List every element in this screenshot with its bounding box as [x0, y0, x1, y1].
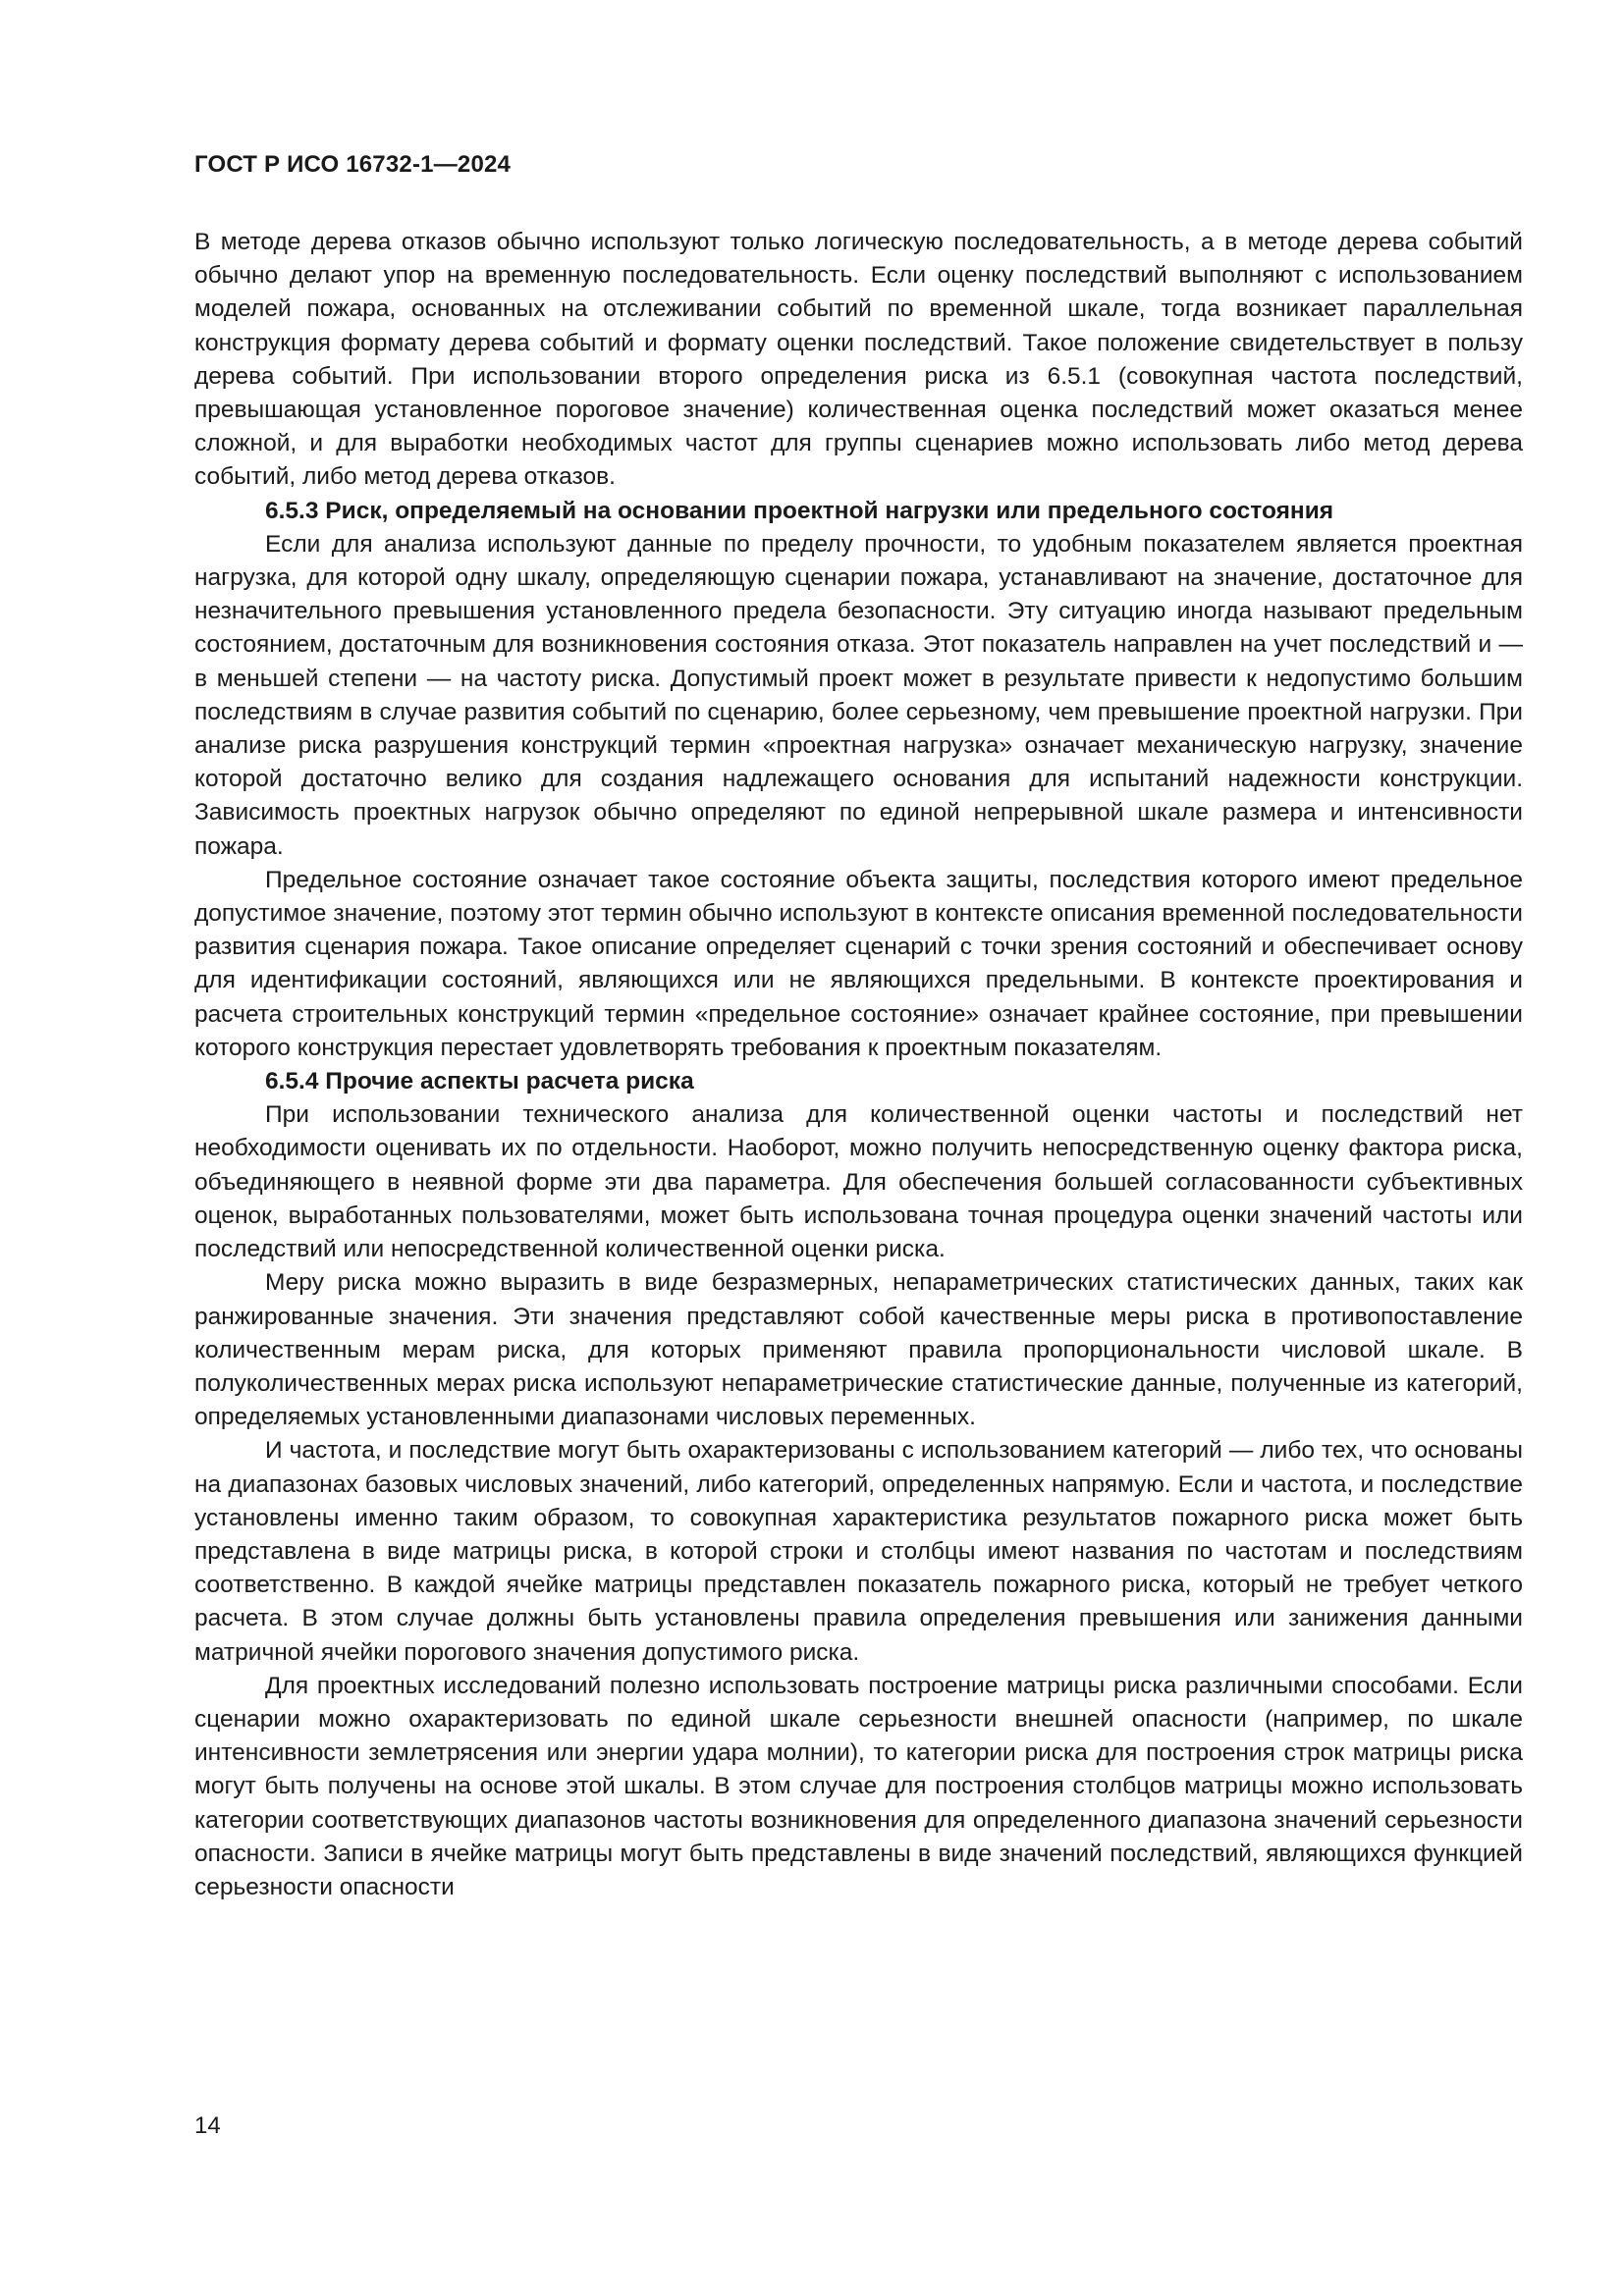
- paragraph-design-load: Если для анализа используют данные по пределу прочности, то удобным показателем является проектная нагрузка, для которой одну шкалу, определяющую сценарии пожара, устанавливают на значение, достаточное для незначительного превышения установленного предела безопасности. Эту ситуацию иногда называют предельным состоянием, достаточным для возникновения состояния отказа. Этот показатель направлен на учет последствий и — в меньшей степени — на частоту риска. Допустимый проект может в результате привести к недопустимо большим последствиям в случае развития событий по сценарию, более серьезному, чем превышение проектной нагрузки. При анализе риска разрушения конструкций термин «проектная нагрузка» означает механическую нагрузку, значение которой достаточно велико для создания надлежащего основания для испытаний надежности конструкции. Зависимость проектных нагрузок обычно определяют по единой непрерывной шкале размера и интенсивности пожара.: [194, 530, 1523, 860]
- paragraph-risk-matrix: И частота, и последствие могут быть охарактеризованы с использованием категорий — либо тех, что основаны на диапазонах базовых числовых значений, либо категорий, определенных напрямую. Если и частота, и последствие установлены именно таким образом, то совокупная характеристика результатов пожарного риска может быть представлена в виде матрицы риска, в которой строки и столбцы имеют названия по частотам и последствиям соответственно. В каждой ячейке матрицы представлен показатель пожарного риска, который не требует четкого расчета. В этом случае должны быть установлены правила определения превышения или занижения данными матричной ячейки порогового значения допустимого риска.: [194, 1437, 1523, 1666]
- page-number: 14: [194, 2112, 221, 2139]
- paragraph-design-studies: Для проектных исследований полезно использовать построение матрицы риска различными способами. Если сценарии можно охарактеризовать по единой шкале серьезности внешней опасности (например, по шкале интенсивности землетрясения или энергии удара молнии), то категории риска для построения строк матрицы риска могут быть получены на основе этой шкалы. В этом случае для построения столбцов матрицы можно использовать категории соответствующих диапазонов частоты возникновения для определенного диапазона значений серьезности опасности. Записи в ячейке матрицы могут быть представлены в виде значений последствий, являющихся функцией серьезности опасности: [194, 1672, 1523, 1900]
- document-body: [194, 226, 1523, 1904]
- document-header-title: ГОСТ Р ИСО 16732-1—2024: [194, 151, 512, 178]
- paragraph-technical-analysis: При использовании технического анализа для количественной оценки частоты и последствий нет необходимости оценивать их по отдельности. Наоборот, можно получить непосредственную оценку фактора риска, объединяющего в неявной форме эти два параметра. Для обеспечения большей согласованности субъективных оценок, выработанных пользователями, может быть использована точная процедура оценки значений частоты или последствий или непосредственной количественной оценки риска.: [194, 1101, 1523, 1263]
- paragraph-risk-measure: Меру риска можно выразить в виде безразмерных, непараметрических статистических данных, таких как ранжированные значения. Эти значения представляют собой качественные меры риска в противопоставление количественным мерам риска, для которых применяют правила пропорциональности числовой шкале. В полуколичественных мерах риска используют непараметрические статистические данные, полученные из категорий, определяемых установленными диапазонами числовых переменных.: [194, 1269, 1523, 1431]
- section-heading-6-5-4: 6.5.4 Прочие аспекты расчета риска: [265, 1068, 694, 1095]
- section-heading-6-5-3: 6.5.3 Риск, определяемый на основании проектной нагрузки или предельного состояния: [265, 497, 1334, 524]
- paragraph-limit-state: Предельное состояние означает такое состояние объекта защиты, последствия которого имеют предельное допустимое значение, поэтому этот термин обычно используют в контексте описания временной последовательности развития сценария пожара. Такое описание определяет сценарий с точки зрения состояний и обеспечивает основу для идентификации состояний, являющихся или не являющихся предельными. В контексте проектирования и расчета строительных конструкций термин «предельное состояние» означает крайнее состояние, при превышении которого конструкция перестает удовлетворять требования к проектным показателям.: [194, 866, 1523, 1061]
- paragraph-fault-tree: В методе дерева отказов обычно используют только логическую последовательность, а в методе дерева событий обычно делают упор на временную последовательность. Если оценку последствий выполняют с использованием моделей пожара, основанных на отслеживании событий по временной шкале, тогда возникает параллельная конструкция формату дерева событий и формату оценки последствий. Такое положение свидетельствует в пользу дерева событий. При использовании второго определения риска из 6.5.1 (совокупная частота последствий, превышающая установленное пороговое значение) количественная оценка последствий может оказаться менее сложной, и для выработки необходимых частот для группы сценариев можно использовать либо метод дерева событий, либо метод дерева отказов.: [194, 229, 1523, 491]
